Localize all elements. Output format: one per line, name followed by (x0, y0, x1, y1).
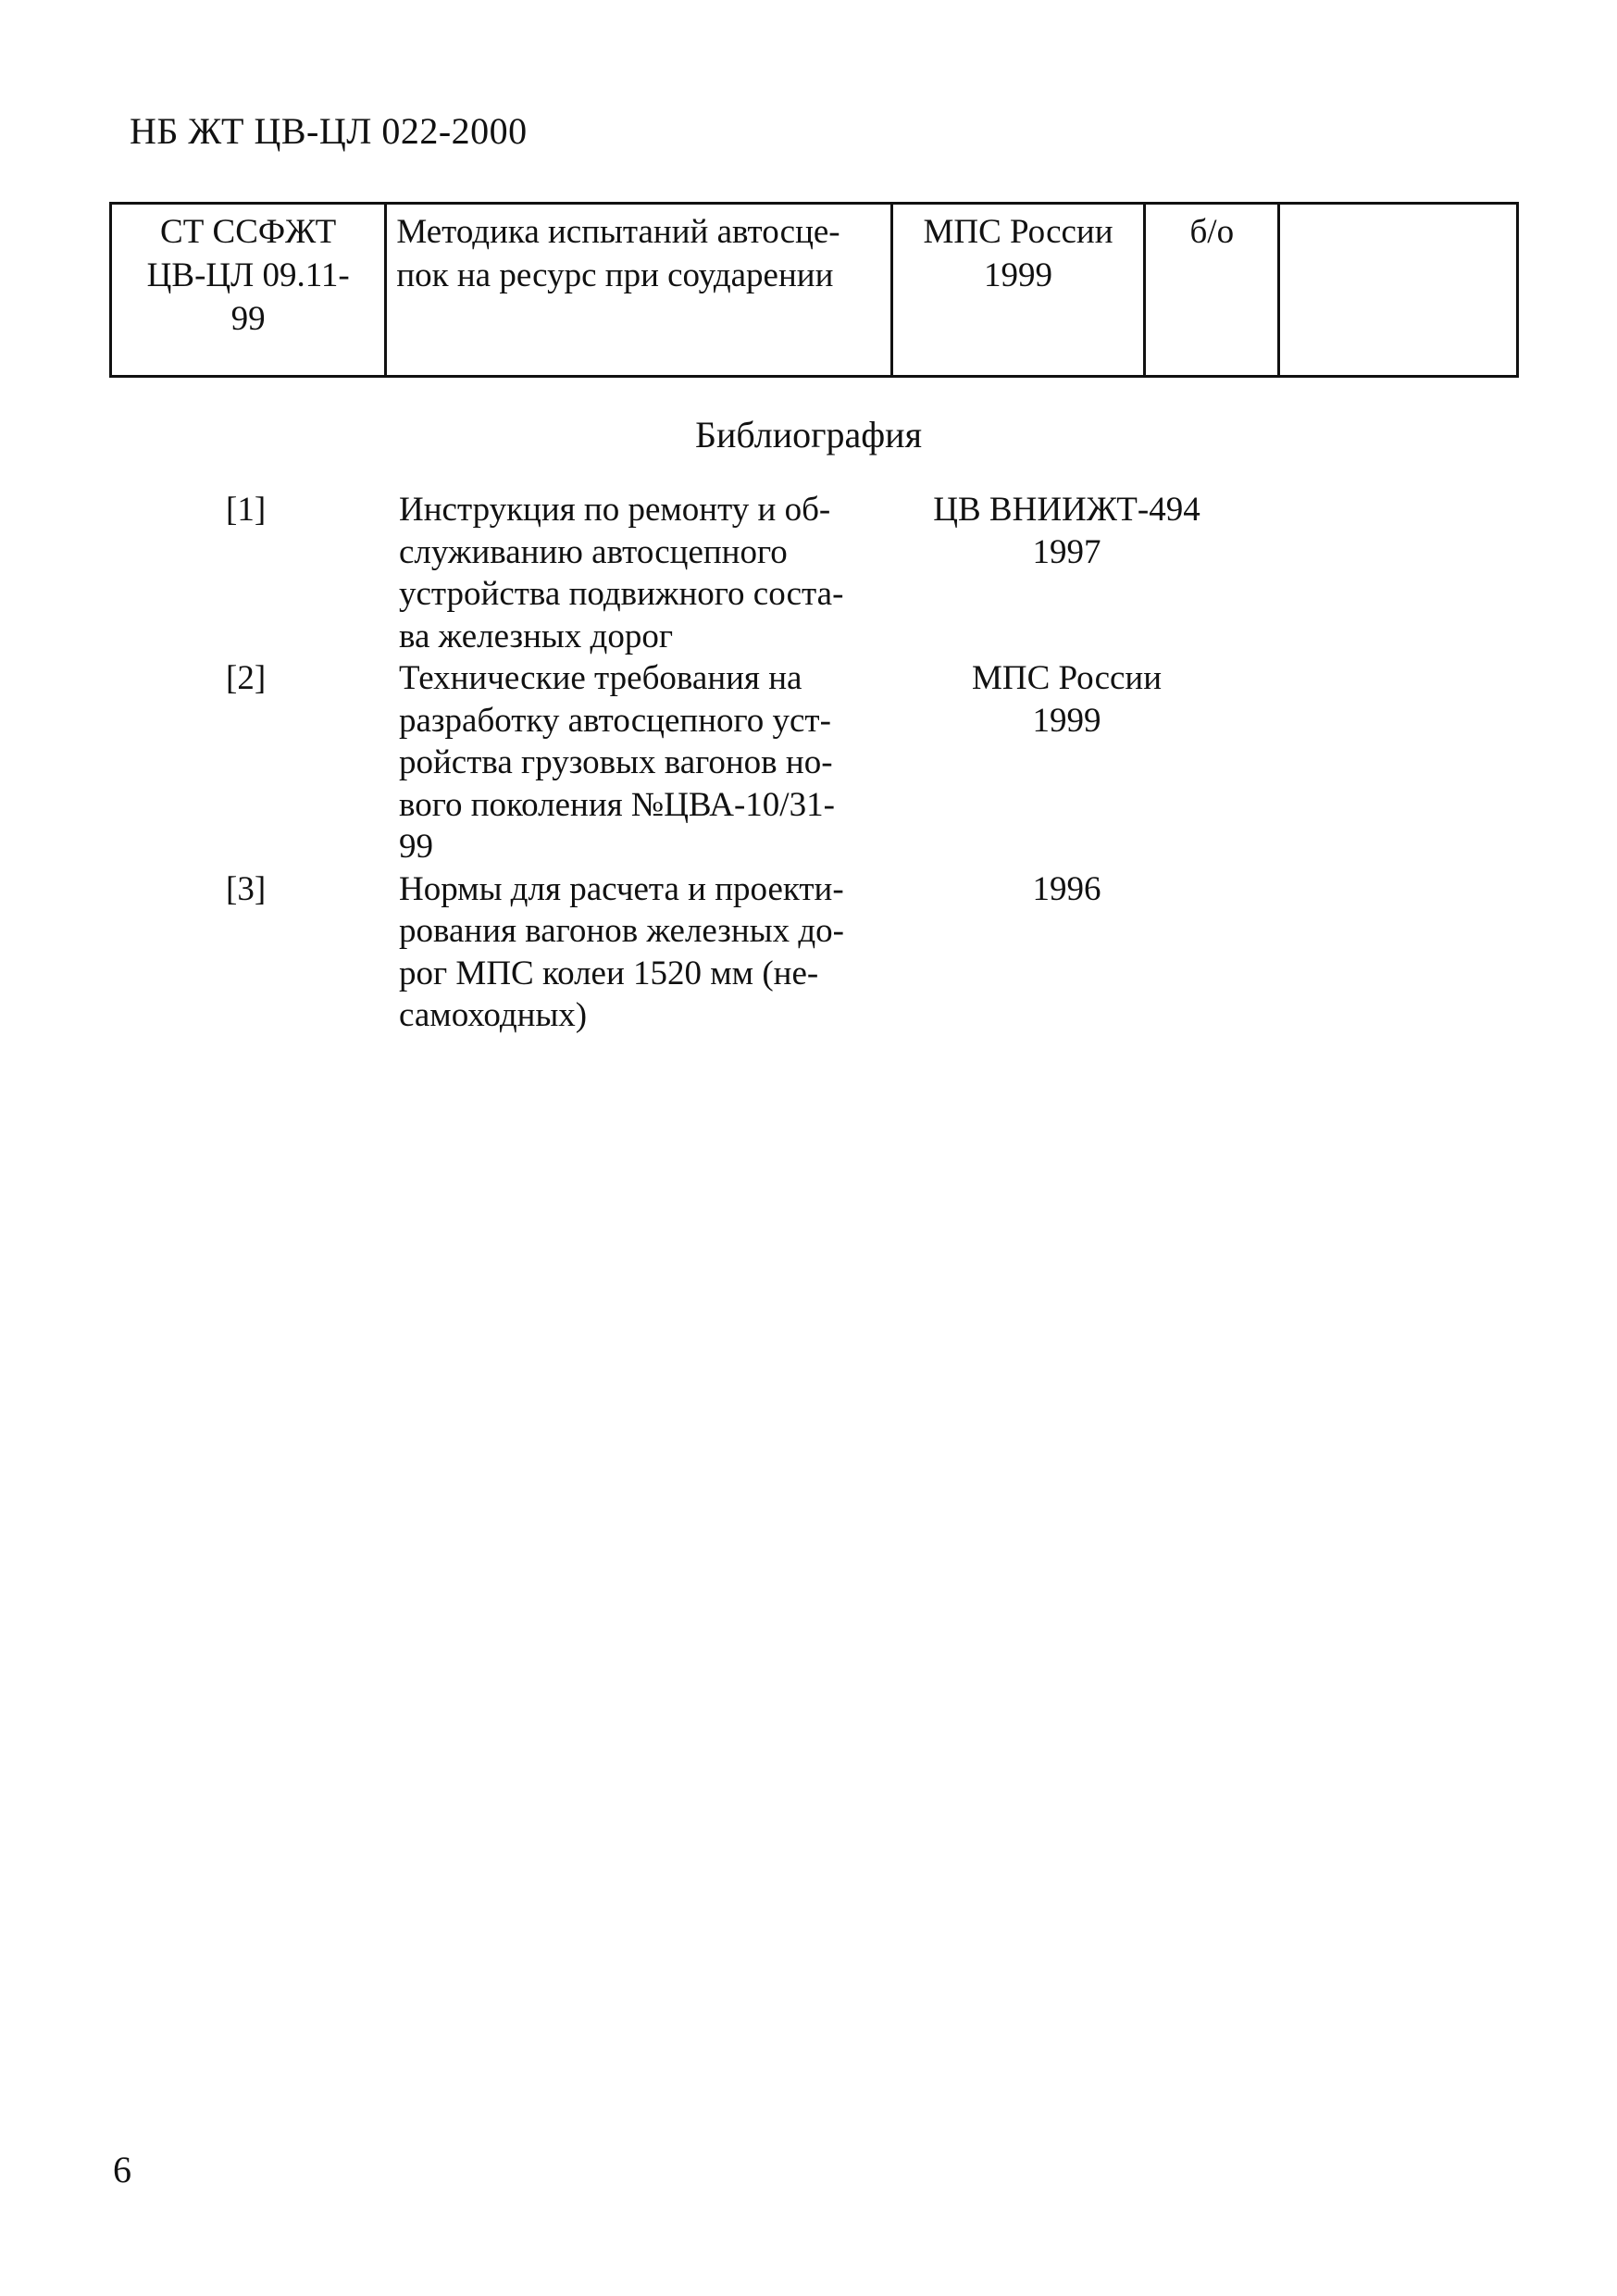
entry-line: Нормы для расчета и проекти- (399, 869, 844, 908)
entry-source (902, 868, 1231, 911)
entry-line: разработку автосцепного уст- (399, 701, 831, 740)
source-line: ЦВ ВНИИЖТ-494 (933, 491, 1200, 529)
entry-text (399, 489, 880, 657)
entry-line: 99 (399, 828, 433, 866)
entry-line: самоходных) (399, 996, 588, 1034)
issuer-line: МПС России (923, 213, 1113, 251)
empty-cell (1279, 204, 1518, 377)
source-line: МПС России (971, 659, 1163, 697)
designation-line: 99 (230, 300, 266, 338)
entry-source (902, 657, 1231, 742)
designation-line: ЦВ-ЦЛ 09.11- (146, 256, 350, 294)
note-cell: б/о (1145, 204, 1279, 377)
entry-line: вого поколения №ЦВА-10/31- (399, 785, 835, 824)
entry-source (902, 489, 1231, 573)
entry-line: Инструкция по ремонту и об- (399, 491, 831, 529)
table-row (111, 204, 1518, 377)
source-year: 1999 (1032, 701, 1101, 740)
title-cell (386, 204, 891, 377)
entry-text (399, 657, 880, 868)
bibliography-entry (0, 657, 1617, 868)
designation-line: СТ ССФЖТ (160, 213, 337, 251)
page-number: 6 (113, 2149, 131, 2190)
entry-line: ва железных дорог (399, 617, 674, 655)
bibliography-entry (0, 868, 1617, 1037)
source-year: 1997 (1032, 532, 1101, 571)
entry-line: служиванию автосцепного (399, 532, 788, 571)
bibliography-entry (0, 489, 1617, 657)
standards-table (109, 202, 1519, 378)
issuer-cell (891, 204, 1144, 377)
entry-line: рования вагонов железных до- (399, 912, 844, 950)
bibliography-list (0, 489, 1617, 1037)
title-line: Методика испытаний автосце- (396, 213, 840, 251)
entry-number: [3] (226, 869, 267, 908)
entry-line: ройства грузовых вагонов но- (399, 743, 833, 781)
source-year: 1996 (1032, 869, 1101, 908)
document-code: НБ ЖТ ЦВ-ЦЛ 022-2000 (130, 110, 528, 152)
entry-number: [2] (226, 659, 267, 697)
entry-line: устройства подвижного соста- (399, 575, 844, 613)
designation-cell (111, 204, 386, 377)
entry-line: рог МПС колеи 1520 мм (не- (399, 954, 819, 992)
issuer-year: 1999 (983, 256, 1052, 294)
title-line: пок на ресурс при соударении (396, 256, 834, 294)
entry-number: [1] (226, 491, 267, 529)
bibliography-title: Библиография (695, 414, 922, 455)
entry-line-justified (399, 531, 880, 574)
entry-line: Технические требования на (399, 659, 802, 697)
entry-text (399, 868, 880, 1037)
